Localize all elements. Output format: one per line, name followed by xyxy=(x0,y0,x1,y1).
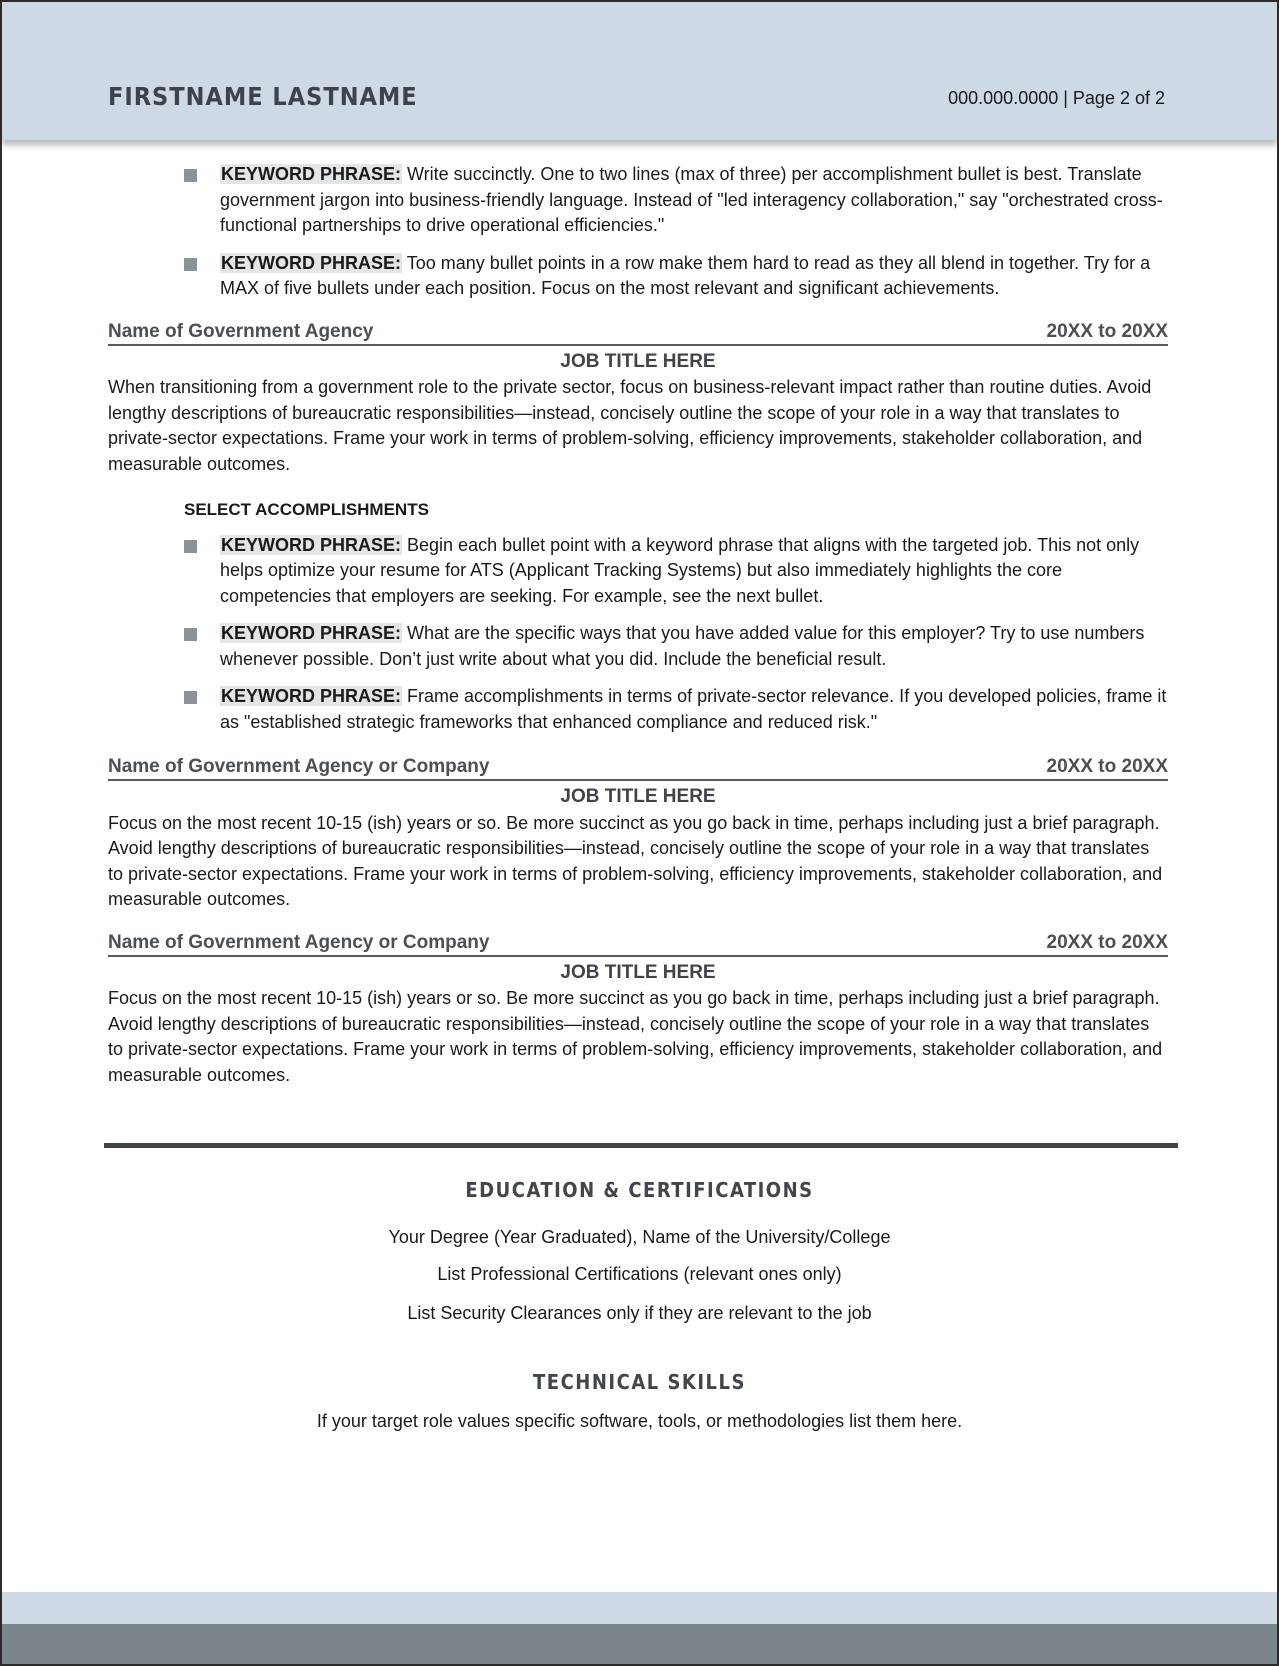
bullet-text: Write succinctly. One to two lines (max of three) per accomplishment bullet is best. Translate government jargon into business-friendly language. Instead of "led interagency collaboration," say "orchestrated cross-functional partnerships to drive operational efficiencies." xyxy=(220,164,1163,235)
skills-line: If your target role values specific software, tools, or methodologies list them here. xyxy=(316,1411,963,1431)
education-line: List Professional Certifications (relevant ones only) xyxy=(437,1264,842,1284)
education-title: EDUCATION & CERTIFICATIONS xyxy=(465,1178,814,1202)
job-description: When transitioning from a government role to the private sector, focus on business-relevant impact rather than routine duties. Avoid lengthy descriptions of bureaucratic responsibilities—instead, concisely outline the scope of your role in a way that translates to private-sector expectations. Frame your work in terms of problem-solving, efficiency improvements, stakeholder collaboration, and measurable outcomes. xyxy=(108,377,1152,474)
job-dates: 20XX to 20XX xyxy=(1046,931,1168,953)
job-description: Focus on the most recent 10-15 (ish) years or so. Be more succinct as you go back in time, perhaps including just a brief paragraph. Avoid lengthy descriptions of bureaucratic responsibilities—instead, concisely outline the scope of your role in a way that translates to private-sector expectations. Frame your work in terms of problem-solving, efficiency improvements, stakeholder collaboration, and measurable outcomes. xyxy=(108,812,1163,909)
job-dates: 20XX to 20XX xyxy=(1046,320,1168,342)
keyword-phrase: KEYWORD PHRASE: xyxy=(221,534,402,555)
candidate-name: FIRSTNAME LASTNAME xyxy=(108,82,418,111)
list-item xyxy=(184,621,1168,672)
list-item xyxy=(184,533,1168,610)
job-header xyxy=(108,755,1168,781)
square-bullet-icon xyxy=(184,628,197,641)
keyword-phrase: KEYWORD PHRASE: xyxy=(221,623,402,643)
agency-name: Name of Government Agency or Company xyxy=(108,756,490,777)
agency-name: Name of Government Agency xyxy=(108,320,374,342)
square-bullet-icon xyxy=(184,169,197,182)
bullet-text: Frame accomplishments in terms of private-sector relevance. If you developed policies, frame it as "established strategic frameworks that enhanced compliance and reduced risk." xyxy=(220,686,1167,732)
footer-band-dark xyxy=(2,1624,1277,1666)
bullet-text: Begin each bullet point with a keyword phrase that aligns with the targeted job. This not only helps optimize your resume for ATS (Applicant Tracking Systems) but also immediately highlights the core competencies that employers are seeking. For example, see the next bullet. xyxy=(220,534,1140,606)
square-bullet-icon xyxy=(184,540,197,553)
bullet-text: Too many bullet points in a row make them hard to read as they all blend in together. Try for a MAX of five bullets under each position. Focus on the most relevant and significant achievements. xyxy=(220,252,1151,298)
education-line: List Security Clearances only if they are relevant to the job xyxy=(407,1303,872,1323)
keyword-phrase: KEYWORD PHRASE: xyxy=(221,252,402,273)
skills-title: TECHNICAL SKILLS xyxy=(533,1370,746,1394)
header-band xyxy=(2,2,1277,140)
education-line: Your Degree (Year Graduated), Name of the University/College xyxy=(388,1227,891,1247)
job-header xyxy=(108,320,1168,346)
top-bullet-list xyxy=(184,162,1168,302)
job-dates: 20XX to 20XX xyxy=(1046,756,1168,777)
experience-content xyxy=(108,162,1168,1088)
list-item xyxy=(184,162,1168,239)
job-description: Focus on the most recent 10-15 (ish) years or so. Be more succinct as you go back in time, perhaps including just a brief paragraph. Avoid lengthy descriptions of bureaucratic responsibilities—instead, concisely outline the scope of your role in a way that translates to private-sector expectations. Frame your work in terms of problem-solving, efficiency improvements, stakeholder collaboration, and measurable outcomes. xyxy=(108,988,1163,1085)
job-title: JOB TITLE HERE xyxy=(560,961,716,983)
agency-name: Name of Government Agency or Company xyxy=(108,931,490,953)
accomplishment-list xyxy=(184,533,1168,736)
accomplishments-heading: SELECT ACCOMPLISHMENTS xyxy=(184,500,429,519)
job-title: JOB TITLE HERE xyxy=(560,786,716,807)
section-divider xyxy=(104,1143,1178,1148)
list-item xyxy=(184,684,1168,735)
contact-page-info: 000.000.0000 | Page 2 of 2 xyxy=(948,88,1165,108)
footer-band-light xyxy=(2,1592,1277,1628)
job-title: JOB TITLE HERE xyxy=(560,350,716,372)
job-header xyxy=(108,931,1168,957)
keyword-phrase: KEYWORD PHRASE: xyxy=(221,686,402,706)
square-bullet-icon xyxy=(184,258,197,271)
list-item xyxy=(184,251,1168,302)
bullet-text: What are the specific ways that you have added value for this employer? Try to use numbers whenever possible. Don’t just write about what you did. Include the beneficial result. xyxy=(220,623,1145,669)
square-bullet-icon xyxy=(184,691,197,704)
keyword-phrase: KEYWORD PHRASE: xyxy=(221,164,402,184)
